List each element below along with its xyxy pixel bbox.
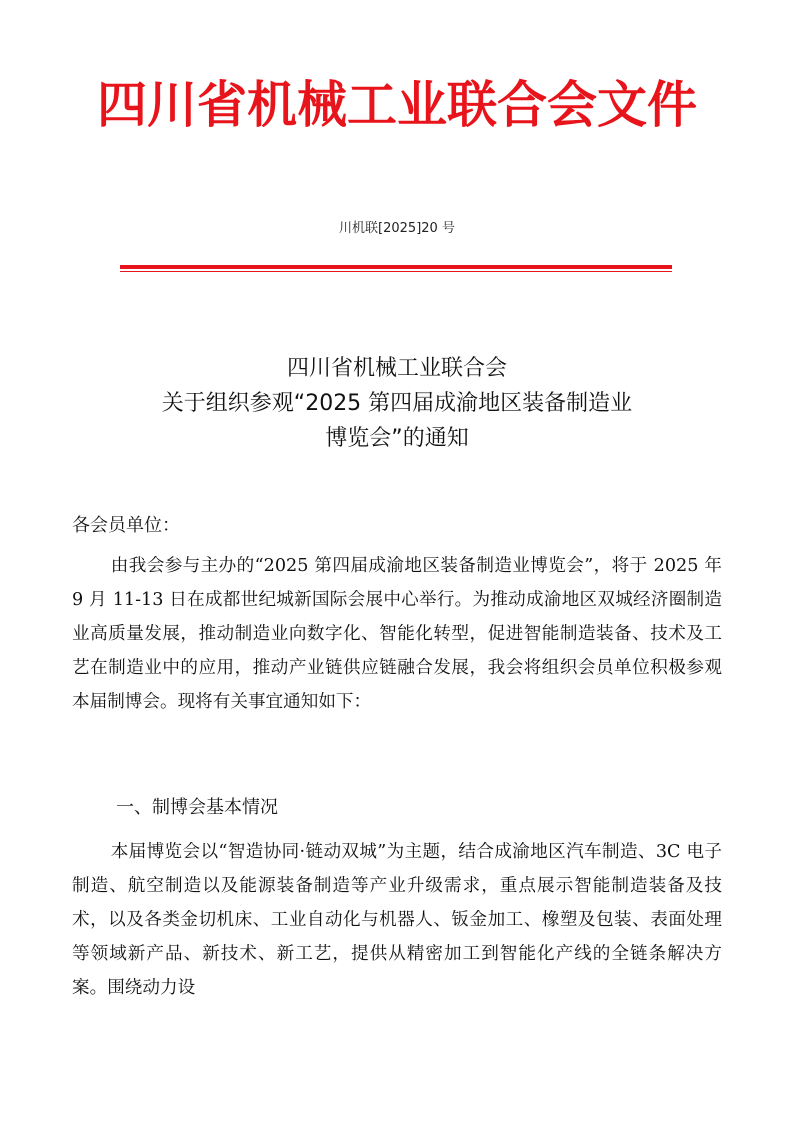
notice-title <box>0 351 794 456</box>
notice-title-line-1: 四川省机械工业联合会 <box>286 356 507 381</box>
section-heading-1: 一、制博会基本情况 <box>116 797 278 818</box>
document-number: 川机联[2025]20 号 <box>339 221 455 236</box>
header-red-rule-thin <box>120 271 672 272</box>
notice-title-line-3: 博览会”的通知 <box>325 426 469 451</box>
body-paragraph-2: 本届博览会以“智造协同·链动双城”为主题，结合成渝地区汽车制造、3C 电子制造、航空制造以及能源装备制造等产业升级需求，重点展示智能制造装备及技术，以及各类金切机床、工业自动化与机器人、钣金加工、橡塑及包装、表面处理等领域新产品、新技术、新工艺，提供从精密加工到智能化产线的全链条解决方案。围绕动力设 <box>72 842 722 998</box>
header-red-rule <box>120 265 672 269</box>
document-header-title: 四川省机械工业联合会文件 <box>97 75 697 134</box>
body-paragraph-1: 由我会参与主办的“2025 第四届成渝地区装备制造业博览会”，将于 2025 年 9 月 11-13 日在成都世纪城新国际会展中心举行。为推动成渝地区双城经济圈制造业高质量发展，推动制造业向数字化、智能化转型，促进智能制造装备、技术及工艺在制造业中的应用，推动产业链供应链融合发展，我会将组织会员单位积极参观本届制博会。现将有关事宜通知如下： <box>72 556 722 712</box>
notice-title-line-2: 关于组织参观“2025 第四届成渝地区装备制造业 <box>161 391 633 416</box>
salutation: 各会员单位： <box>72 515 180 536</box>
